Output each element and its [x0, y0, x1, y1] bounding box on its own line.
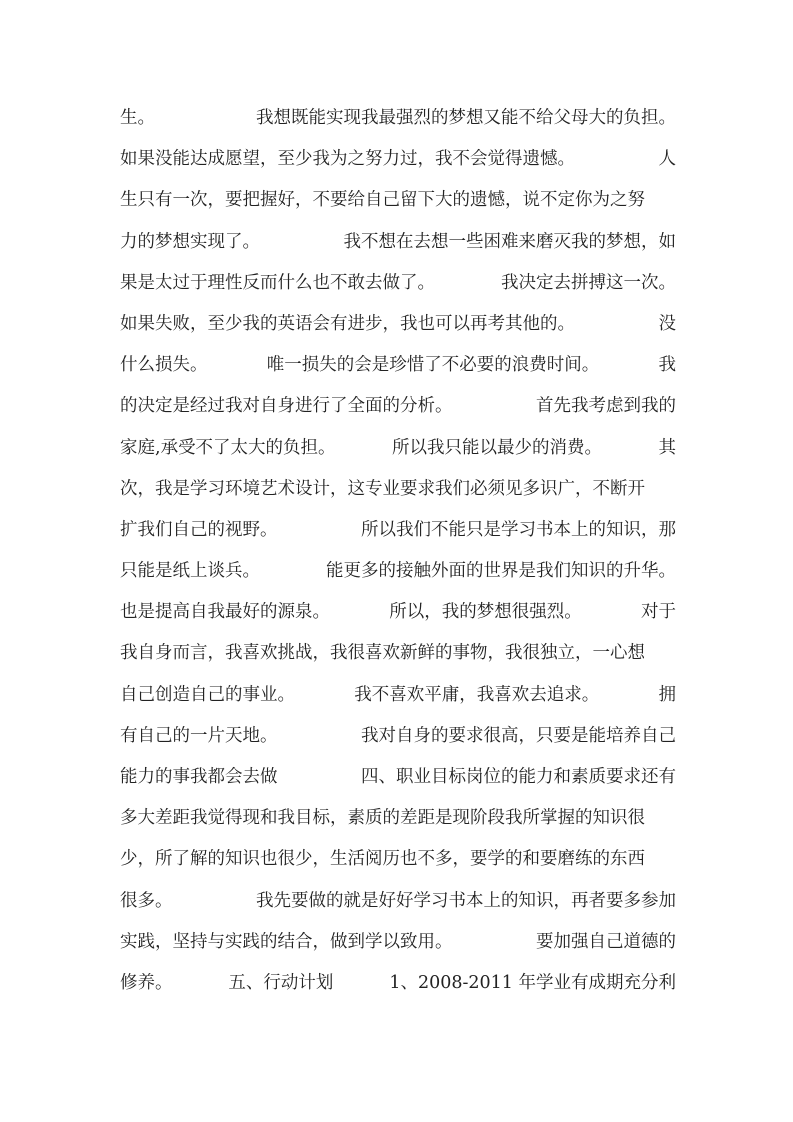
- text-segment: 唯一损失的会是珍惜了不必要的浪费时间。: [266, 355, 600, 376]
- body-text: [120, 98, 676, 1004]
- text-segment: 我先要做的就是好好学习书本上的知识，再者要多参加: [256, 890, 676, 911]
- text-segment: 能力的事我都会去做: [120, 767, 278, 787]
- text-segment: 有自己的一片天地。: [120, 725, 278, 746]
- text-line: [120, 716, 676, 757]
- text-line: [120, 263, 676, 304]
- text-segment: 少，所了解的知识也很少，生活阅历也不多，要学的和要磨练的东西: [120, 849, 645, 870]
- text-segment: 1、2008-2011 年学业有成期充分利: [389, 972, 676, 993]
- text-segment: 也是提高自我最好的源泉。: [120, 602, 330, 623]
- text-segment: 能更多的接触外面的世界是我们知识的升华。: [326, 561, 676, 582]
- text-segment: 首先我考虑到我的: [536, 396, 676, 417]
- text-segment: 所以，我的梦想很强烈。: [389, 602, 582, 623]
- text-segment: 所以我只能以最少的消费。: [392, 437, 603, 458]
- text-segment: 所以我们不能只是学习书本上的知识，那: [361, 519, 676, 540]
- text-segment: 只能是纸上谈兵。: [120, 561, 260, 582]
- text-segment: 没: [658, 313, 676, 334]
- text-line: [120, 510, 676, 551]
- text-segment: 如果没能达成愿望，至少我为之努力过，我不会觉得遗憾。: [120, 149, 575, 170]
- text-segment: 自己创造自己的事业。: [120, 684, 295, 705]
- text-line: [120, 428, 676, 469]
- text-segment: 要加强自己道德的: [536, 931, 676, 952]
- text-line: [120, 963, 676, 1004]
- text-line: [120, 139, 676, 180]
- text-line: [120, 98, 676, 139]
- text-line: [120, 881, 676, 922]
- text-line: [120, 469, 676, 510]
- text-segment: 拥: [658, 684, 676, 705]
- text-line: [120, 386, 676, 427]
- text-segment: 其: [658, 437, 676, 458]
- text-line: [120, 839, 676, 880]
- text-segment: 四、职业目标岗位的能力和素质要求还有: [361, 767, 676, 787]
- text-segment: 我决定去拼搏这一次。: [501, 272, 676, 293]
- text-segment: 我对自身的要求很高，只要是能培养自己: [361, 725, 676, 746]
- text-segment: 实践，坚持与实践的结合，做到学以致用。: [120, 931, 453, 952]
- text-line: [120, 757, 676, 798]
- text-segment: 我不想在去想一些困难来磨灭我的梦想，如: [343, 231, 676, 252]
- text-segment: 多大差距我觉得现和我目标，素质的差距是现阶段我所掌握的知识很: [120, 808, 645, 829]
- text-line: [120, 798, 676, 839]
- text-segment: 果是太过于理性反而什么也不敢去做了。: [120, 272, 435, 293]
- text-line: [120, 551, 676, 592]
- text-segment: 我自身而言，我喜欢挑战，我很喜欢新鲜的事物，我很独立，一心想: [120, 643, 645, 664]
- text-segment: 五、行动计划: [228, 972, 334, 993]
- text-segment: 修养。: [120, 972, 173, 993]
- text-line: [120, 633, 676, 674]
- text-segment: 如果失败，至少我的英语会有进步，我也可以再考其他的。: [120, 313, 575, 334]
- text-segment: 人: [658, 149, 676, 170]
- text-line: [120, 304, 676, 345]
- text-segment: 什么损失。: [120, 355, 208, 376]
- text-segment: 我不喜欢平庸，我喜欢去追求。: [354, 684, 600, 705]
- text-segment: 生。: [120, 108, 155, 128]
- text-line: [120, 592, 676, 633]
- text-segment: 很多。: [120, 890, 173, 911]
- text-line: [120, 675, 676, 716]
- text-segment: 生只有一次，要把握好，不要给自己留下大的遗憾，说不定你为之努: [120, 190, 645, 211]
- text-segment: 家庭,承受不了太大的负担。: [120, 437, 336, 458]
- text-line: [120, 922, 676, 963]
- text-segment: 次，我是学习环境艺术设计，这专业要求我们必须见多识广，不断开: [120, 478, 645, 499]
- text-segment: 我: [658, 355, 676, 376]
- text-segment: 力的梦想实现了。: [120, 231, 260, 252]
- text-segment: 对于: [641, 602, 676, 623]
- text-segment: 我想既能实现我最强烈的梦想又能不给父母大的负担。: [256, 108, 676, 128]
- text-segment: 扩我们自己的视野。: [120, 519, 278, 540]
- text-line: [120, 222, 676, 263]
- text-segment: 的决定是经过我对自身进行了全面的分析。: [120, 396, 453, 417]
- text-line: [120, 180, 676, 221]
- text-line: [120, 345, 676, 386]
